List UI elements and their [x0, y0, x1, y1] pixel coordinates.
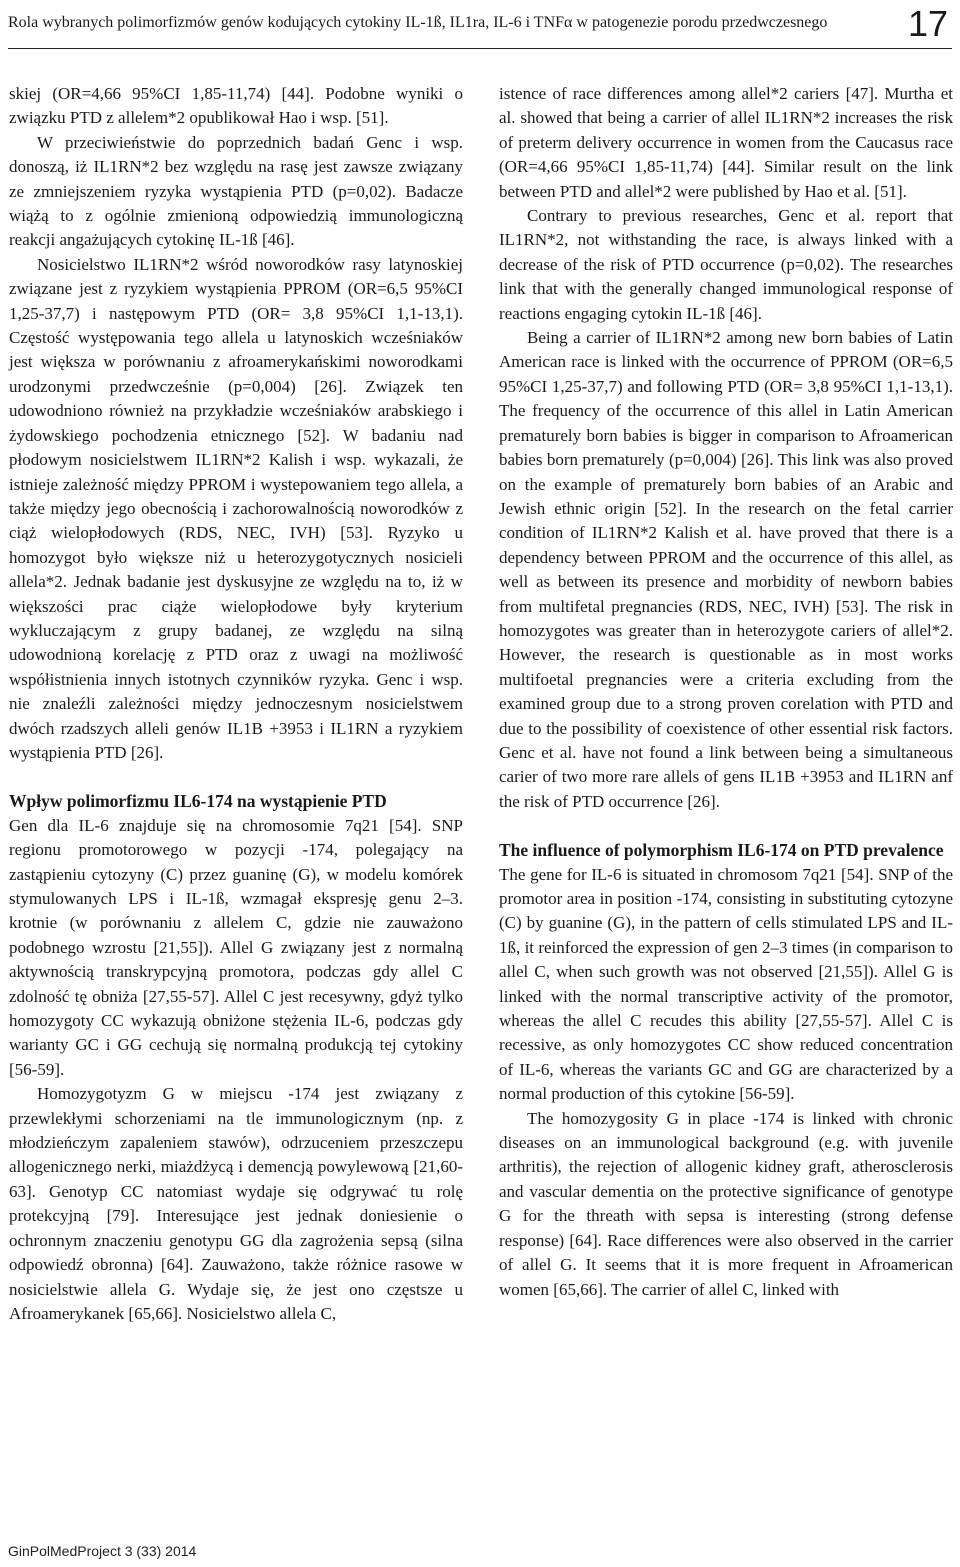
paragraph: The homozygosity G in place -174 is linked with chronic diseases on an immunological background (e.g. with juvenile arthritis), the rejection of allogenic kidney graft, atherosclerosis and vascular dementia on the protective significance of genotype G for the threath with sepsa is interesting (strong defense response) [64]. Race differences were also observed in the carrier of allel G. It seems that it is more frequent in Afroamerican women [65,66]. The carrier of allel C, linked with	[499, 1108, 953, 1299]
paragraph: Homozygotyzm G w miejscu -174 jest związany z przewlekłymi schorzeniami na tle immunologicznym (np. z młodzieńczym zapaleniem stawów), odrzuceniem przeszczepu allogenicznego nerki, miażdżycą i demencją powylewową [21,60-63]. Genotyp CC natomiast wydaje się odgrywać tu rolę protekcyjną [79]. Interesujące jest jednak doniesienie o ochronnym znaczeniu genotypu GG dla zagrożenia sepsą (silna odpowiedź obronna) [64]. Zauważono, także różnice rasowe w nosicielstwie allela G. Wydaje się, że jest ono częstsze u Afroamerykanek [65,66]. Nosicielstwo allela C,	[9, 1084, 463, 1323]
paragraph: W przeciwieństwie do poprzednich badań Genc i wsp. donoszą, iż IL1RN*2 bez względu na rasę jest zawsze związany ze zmniejszeniem ryzyka wystąpienia PTD (p=0,02). Badacze wiążą to z ogólnie zmienioną odpowiedzią immunologiczną reakcji angażujących cytokinę IL-1ß [46].	[9, 132, 463, 250]
paragraph: skiej (OR=4,66 95%CI 1,85-11,74) [44]. Podobne wyniki o związku PTD z allelem*2 opublikował Hao i wsp. [51].	[9, 84, 463, 128]
left-column-polish	[9, 82, 463, 1326]
paragraph: Contrary to previous researches, Genc et al. report that IL1RN*2, not withstanding the race, is always linked with a decrease of the risk of PTD occurrence (p=0,02). The researches link that with the generally changed immunological response of reactions engaging cytokin IL-1ß [46].	[499, 206, 953, 323]
section-heading: The influence of polymorphism IL6-174 on PTD prevalence	[499, 840, 944, 861]
page-number: 17	[907, 3, 948, 44]
paragraph: Being a carrier of IL1RN*2 among new born babies of Latin American race is linked with the occurrence of PPROM (OR=6,5 95%CI 1,25-37,7) and following PTD (OR= 3,8 95%CI 1,1-13,1). The frequency of the occurrence of this allel in Latin American prematurely born babies is bigger in comparison to Afroamerican babies born prematurely (p=0,004) [26]. This link was also proved on the example of prematurely born babies of an Arabic and Jewish ethnic origin [52]. In the research on the fetal carrier condition of IL1RN*2 Kalish et al. have proved that there is a dependency between PPROM and the occurrence of this allel, as well as between its presence and morbidity of newborn babies from multifetal pregnancies (RDS, NEC, IVH) [53]. The risk in homozygotes was greater than in heterozygote cariers of allel*2. However, the research is questionable as in most works multifoetal pregnancies were a criteria excluding from the examined group due to a strong proven corelation with PTD and due to the possibility of coexistence of other essential risk factors. Genc et al. have not found a link between being a simultaneous carier of two more rare allels of gens IL1B +3953 and IL1RN anf the risk of PTD occurrence [26].	[499, 328, 953, 811]
paragraph: The gene for IL-6 is situated in chromosom 7q21 [54]. SNP of the promotor area in position -174, consisting in substituting cytozyne (C) by guanine (G), in the pattern of cells stimulated LPS and IL-1ß, it reinforced the expression of gen 2–3 times (in comparison to allel C, when such growth was not observed [21,55]). Allel G is linked with the normal transcriptive activity of the promotor, whereas the allel C recudes this ability [27,55-57]. Allel C is recessive, as only homozygotes CC show reduced concentration of IL-6, whereas the variants GC and GG are characterized by a normal production of this cytokine [56-59].	[499, 864, 953, 1104]
section-heading: Wpływ polimorfizmu IL6-174 na wystąpienie PTD	[9, 791, 387, 812]
running-header	[8, 3, 952, 49]
paragraph: Nosicielstwo IL1RN*2 wśród noworodków rasy latynoskiej związane jest z ryzykiem wystąpienia PPROM (OR=6,5 95%CI 1,25-37,7) i następowym PTD (OR= 3,8 95%CI 1,1-13,1). Częstość występowania tego allela u latynoskich wcześniaków jest większa w porównaniu z afroamerykańskimi noworodkami urodzonymi przedwcześnie (p=0,004) [26]. Związek ten udowodniono również na przykładzie wcześniaków arabskiego i żydowskiego pochodzenia etnicznego [52]. W badaniu nad płodowym nosicielstwem IL1RN*2 Kalish i wsp. wykazali, że istnieje zależność między PPROM i wystepowaniem tego allela, a także między jego obecnością i zachorowalnością noworodków z ciąż wielopłodowych (RDS, NEC, IVH) [53]. Ryzyko u homozygot było większe niż u heterozygotycznych nosicieli allela*2. Jednak badanie jest dyskusyjne ze względu na to, iż w większości prac ciąże wielopłodowe były kryterium wykluczającym z grupy badanej, ze względu na silną udowodnioną korelację z PTD oraz z uwagi na możliwość współistnienia innych istotnych czynników ryzyka. Genc i wsp. nie znaleźli zależności między jednoczesnym nosicielstwem dwóch rzadszych alleli genów IL1B +3953 i IL1RN a ryzykiem wystąpienia PTD [26].	[9, 254, 463, 762]
journal-footer: GinPolMedProject 3 (33) 2014	[8, 1543, 197, 1559]
paragraph: Gen dla IL-6 znajduje się na chromosomie 7q21 [54]. SNP regionu promotorowego w pozycji -174, polegający na zastąpieniu cytozyny (C) przez guaninę (G), w modelu komórek stymulowanych LPS i IL-1ß, wzmagał ekspresję genu 2–3. krotnie (w porównaniu z allelem C, gdzie nie zauważono podobnego wzrostu [21,55]). Allel G związany jest z normalną aktywnością transkrypcyjną promotora, podczas gdy allel C zdolność tę obniża [27,55-57]. Allel C jest recesywny, gdyż tylko homozygoty CC wykazują obniżone stężenia IL-6, podczas gdy warianty GC i GG cechują się normalną produkcją tej cytokiny [56-59].	[9, 815, 463, 1079]
paragraph: istence of race differences among allel*2 cariers [47]. Murtha et al. showed that being a carrier of allel IL1RN*2 increases the risk of preterm delivery occurrence in women from the Caucasus race (OR=4,66 95%CI 1,85-11,74) [44]. Similar result on the link between PTD and allel*2 were published by Hao et al. [51].	[499, 84, 953, 201]
running-title: Rola wybranych polimorfizmów genów kodujących cytokiny IL-1ß, IL1ra, IL-6 i TNFα w patogenezie porodu przedwczesnego	[8, 14, 828, 31]
right-column-english	[499, 82, 953, 1302]
